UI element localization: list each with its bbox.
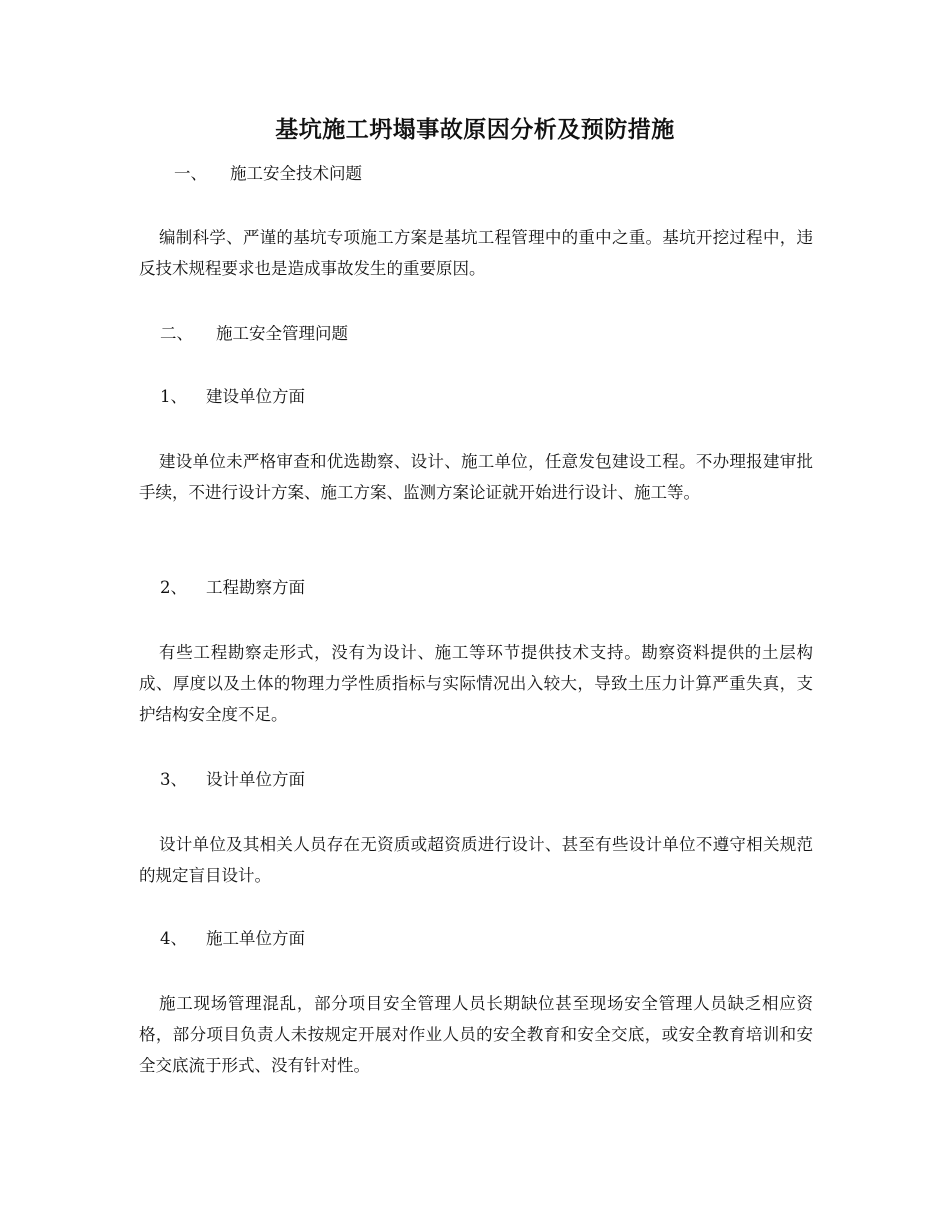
subsection-heading-text: 施工单位方面 [206,929,305,948]
subsection-number: 4、 [160,929,187,948]
section-number: 一、 [174,164,207,183]
subsection-heading-4 [160,927,305,951]
section-heading-text: 施工安全管理问题 [216,324,348,343]
section-number: 二、 [160,324,193,343]
subsection-heading-1 [160,385,305,409]
subsection-heading-text: 设计单位方面 [206,770,305,789]
subsection-paragraph-2: 有些工程勘察走形式，没有为设计、施工等环节提供技术支持。勘察资料提供的土层构成、厚度以及土体的物理力学性质指标与实际情况出入较大，导致土压力计算严重失真，支护结构安全度不足。 [139,643,813,724]
subsection-heading-3 [160,768,305,792]
subsection-paragraph-1: 建设单位未严格审查和优选勘察、设计、施工单位，任意发包建设工程。不办理报建审批手续，不进行设计方案、施工方案、监测方案论证就开始进行设计、施工等。 [139,452,813,502]
subsection-heading-text: 建设单位方面 [206,387,305,406]
subsection-paragraph-3: 设计单位及其相关人员存在无资质或超资质进行设计、甚至有些设计单位不遵守相关规范的规定盲目设计。 [139,835,813,885]
subsection-heading-text: 工程勘察方面 [206,578,305,597]
section-heading-2 [160,322,348,346]
section-heading-text: 施工安全技术问题 [230,164,362,183]
document-title: 基坑施工坍塌事故原因分析及预防措施 [275,116,675,143]
section-heading-1 [174,162,362,186]
section-paragraph-1: 编制科学、严谨的基坑专项施工方案是基坑工程管理中的重中之重。基坑开挖过程中，违反技术规程要求也是造成事故发生的重要原因。 [139,228,813,278]
subsection-heading-2 [160,576,305,600]
subsection-paragraph-4: 施工现场管理混乱，部分项目安全管理人员长期缺位甚至现场安全管理人员缺乏相应资格，部分项目负责人未按规定开展对作业人员的安全教育和安全交底，或安全教育培训和安全交底流于形式、没有针对性。 [139,994,813,1075]
subsection-number: 2、 [160,578,187,597]
subsection-number: 1、 [160,387,187,406]
subsection-number: 3、 [160,770,187,789]
